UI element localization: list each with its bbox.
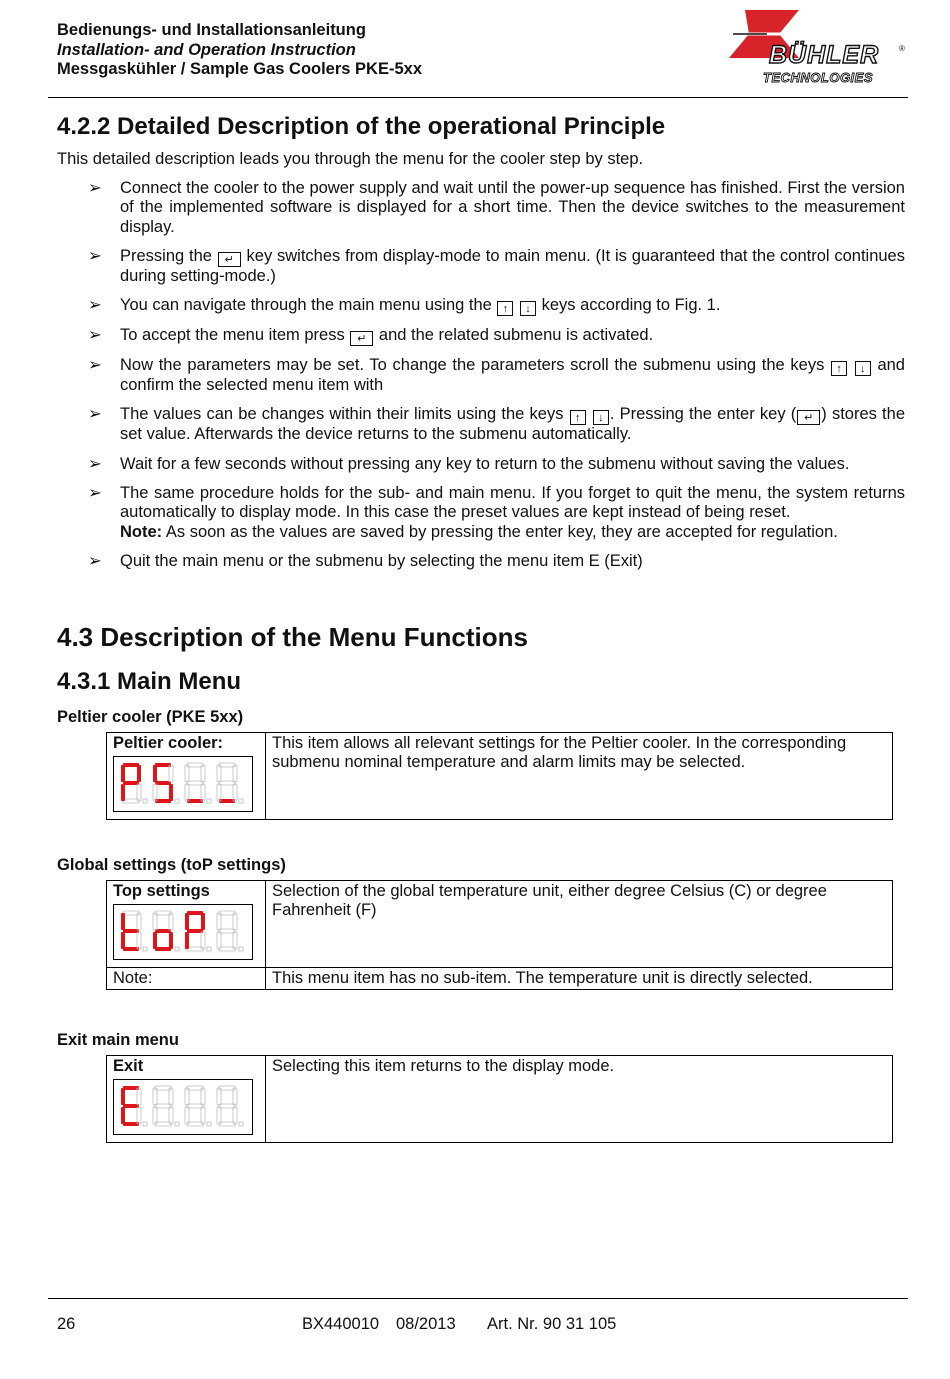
table-row (107, 1056, 893, 1143)
segment-g (155, 781, 171, 785)
section-4-2-2-title: 4.2.2 Detailed Description of the operational Principle (57, 113, 666, 140)
note-label: Note: (120, 522, 163, 541)
table-row (107, 881, 893, 968)
segment-c (233, 1107, 237, 1124)
header-product: Messgaskühler / Sample Gas Coolers PKE-5xx (57, 60, 422, 78)
up-key-icon: ↑ (831, 361, 847, 376)
segment-b (233, 765, 237, 782)
top-seven-segment-display (113, 904, 253, 960)
list-item: ➢ Pressing the ↵ key switches from display-mode to main menu. (It is guaranteed that the control continues during setting-mode.) (88, 246, 905, 285)
segment-e (217, 1107, 221, 1124)
list-item: ➢ Wait for a few seconds without pressing any key to return to the submenu without saving the values. (88, 454, 850, 473)
segment-f (217, 913, 221, 930)
decimal-point (143, 1122, 147, 1126)
segment-c (137, 932, 141, 949)
peltier-description: This item allows all relevant settings for the Peltier cooler. In the corresponding submenu nominal temperature and alarm limits may be selected. (266, 733, 893, 820)
down-key-icon: ↓ (593, 410, 609, 425)
list-item: ➢ To accept the menu item press ↵ and the related submenu is activated. (88, 326, 654, 346)
global-note-text: This menu item has no sub-item. The temperature unit is directly selected. (266, 968, 893, 990)
segment-f (185, 913, 189, 930)
segment-e (121, 784, 125, 801)
section-4-3-title: 4.3 Description of the Menu Functions (57, 622, 528, 652)
document-date: 08/2013 (396, 1315, 456, 1333)
decimal-point (239, 947, 243, 951)
up-key-icon: ↑ (497, 301, 513, 316)
segment-e (185, 784, 189, 801)
segment-e (217, 932, 221, 949)
global-label: Top settings (113, 882, 210, 900)
segment-g (123, 1104, 139, 1108)
segment-c (201, 1107, 205, 1124)
header-title-de: Bedienungs- und Installationsanleitung (57, 21, 366, 39)
header-title-en: Installation- and Operation Instruction (57, 40, 356, 59)
section-intro: This detailed description leads you through the menu for the cooler step by step. (57, 150, 644, 168)
segment-b (169, 765, 173, 782)
segment-f (217, 765, 221, 782)
decimal-point (175, 1122, 179, 1126)
bullet-arrow-icon: ➢ (88, 246, 102, 265)
decimal-point (239, 799, 243, 803)
segment-b (233, 1088, 237, 1105)
list-item: ➢ Now the parameters may be set. To change the parameters scroll the submenu using the keys ↑ ↓ and confirm the selected menu item with (88, 356, 905, 395)
section-4-3-1-title: 4.3.1 Main Menu (57, 668, 242, 695)
segment-c (137, 784, 141, 801)
buehler-logo (727, 8, 911, 90)
exit-menu-table (106, 1055, 893, 1143)
enter-key-icon: ↵ (218, 252, 241, 267)
decimal-point (207, 799, 211, 803)
segment-a (123, 763, 139, 767)
segment-e (121, 932, 125, 949)
bullet-arrow-icon: ➢ (88, 326, 102, 345)
segment-g (219, 781, 235, 785)
segment-f (185, 1088, 189, 1105)
segment-g (155, 929, 171, 933)
segment-f (121, 913, 125, 930)
bullet-arrow-icon: ➢ (88, 179, 102, 197)
segment-e (185, 1107, 189, 1124)
segment-b (201, 913, 205, 930)
footer-rule (48, 1298, 908, 1299)
exit-seven-segment-display (113, 1079, 253, 1135)
segment-c (169, 784, 173, 801)
decimal-point (207, 947, 211, 951)
segment-b (201, 765, 205, 782)
list-item: ➢ You can navigate through the main menu using the ↑ ↓ keys according to Fig. 1. (88, 296, 721, 316)
segment-g (219, 1104, 235, 1108)
article-number: Art. Nr. 90 31 105 (487, 1315, 617, 1333)
segment-f (121, 765, 125, 782)
decimal-point (207, 1122, 211, 1126)
segment-e (153, 784, 157, 801)
segment-c (201, 784, 205, 801)
document-header (57, 21, 422, 80)
exit-description: Selecting this item returns to the display mode. (266, 1056, 893, 1143)
down-key-icon: ↓ (855, 361, 871, 376)
global-heading: Global settings (toP settings) (57, 856, 286, 874)
list-item: ➢ Connect the cooler to the power supply and wait until the power-up sequence has finished. First the version of the implemented software is displayed for a short time. Then the device switches to the measurement display. (88, 179, 905, 236)
global-menu-table (106, 880, 893, 990)
bullet-arrow-icon: ➢ (88, 551, 102, 570)
peltier-seven-segment-display (113, 756, 253, 812)
segment-f (185, 765, 189, 782)
logo-name: BÜHLER (769, 41, 880, 69)
segment-e (185, 932, 189, 949)
logo-mark: ® (899, 44, 905, 53)
segment-f (217, 1088, 221, 1105)
segment-b (233, 913, 237, 930)
document-number: BX440010 (302, 1315, 380, 1333)
segment-f (153, 913, 157, 930)
peltier-label: Peltier cooler: (113, 734, 224, 752)
segment-f (153, 765, 157, 782)
enter-key-icon: ↵ (797, 410, 820, 425)
segment-g (219, 929, 235, 933)
segment-b (201, 1088, 205, 1105)
segment-c (233, 784, 237, 801)
segment-g (123, 781, 139, 785)
peltier-menu-table (106, 732, 893, 820)
bullet-arrow-icon: ➢ (88, 405, 102, 424)
bullet-arrow-icon: ➢ (88, 356, 102, 375)
decimal-point (239, 1122, 243, 1126)
list-item: ➢ Quit the main menu or the submenu by selecting the menu item E (Exit) (88, 551, 643, 570)
down-key-icon: ↓ (520, 301, 536, 316)
segment-b (137, 765, 141, 782)
segment-g (187, 929, 203, 933)
exit-heading: Exit main menu (57, 1031, 179, 1049)
segment-b (137, 913, 141, 930)
segment-c (201, 932, 205, 949)
segment-c (169, 1107, 173, 1124)
segment-g (123, 929, 139, 933)
segment-b (169, 913, 173, 930)
page-number: 26 (57, 1315, 76, 1333)
segment-c (233, 932, 237, 949)
table-row (107, 968, 893, 990)
segment-d (155, 947, 171, 951)
global-note-label: Note: (107, 968, 266, 990)
segment-b (137, 1088, 141, 1105)
up-key-icon: ↑ (570, 410, 586, 425)
segment-f (121, 1088, 125, 1105)
list-item: ➢ The same procedure holds for the sub- and main menu. If you forget to quit the menu, the system returns automatically to display mode. In this case the preset values are kept instead of being reset. Note: As soon as the values are saved by pressing the enter key, they are accepted for regulation. (88, 484, 905, 541)
decimal-point (175, 799, 179, 803)
segment-c (169, 932, 173, 949)
segment-e (121, 1107, 125, 1124)
bullet-arrow-icon: ➢ (88, 454, 102, 473)
header-rule (48, 97, 908, 98)
enter-key-icon: ↵ (350, 331, 373, 346)
bullet-arrow-icon: ➢ (88, 484, 102, 503)
table-row (107, 733, 893, 820)
bullet-arrow-icon: ➢ (88, 296, 102, 315)
decimal-point (143, 947, 147, 951)
logo-subtitle: TECHNOLOGIES (763, 70, 874, 85)
decimal-point (175, 947, 179, 951)
segment-g (155, 1104, 171, 1108)
peltier-heading: Peltier cooler (PKE 5xx) (57, 708, 244, 726)
instruction-list (57, 179, 905, 581)
exit-label: Exit (113, 1057, 144, 1075)
segment-e (217, 784, 221, 801)
segment-f (153, 1088, 157, 1105)
segment-a (187, 911, 203, 915)
segment-e (153, 1107, 157, 1124)
segment-c (137, 1107, 141, 1124)
segment-b (169, 1088, 173, 1105)
list-item: ➢ The values can be changes within their limits using the keys ↑ ↓ . Pressing the enter key ( ↵ ) stores the set value. Afterwards the device returns to the submenu automatically. (88, 405, 905, 444)
global-description: Selection of the global temperature unit, either degree Celsius (C) or degree Fahrenheit (F) (266, 881, 893, 968)
segment-g (187, 781, 203, 785)
segment-g (187, 1104, 203, 1108)
decimal-point (143, 799, 147, 803)
segment-e (153, 932, 157, 949)
